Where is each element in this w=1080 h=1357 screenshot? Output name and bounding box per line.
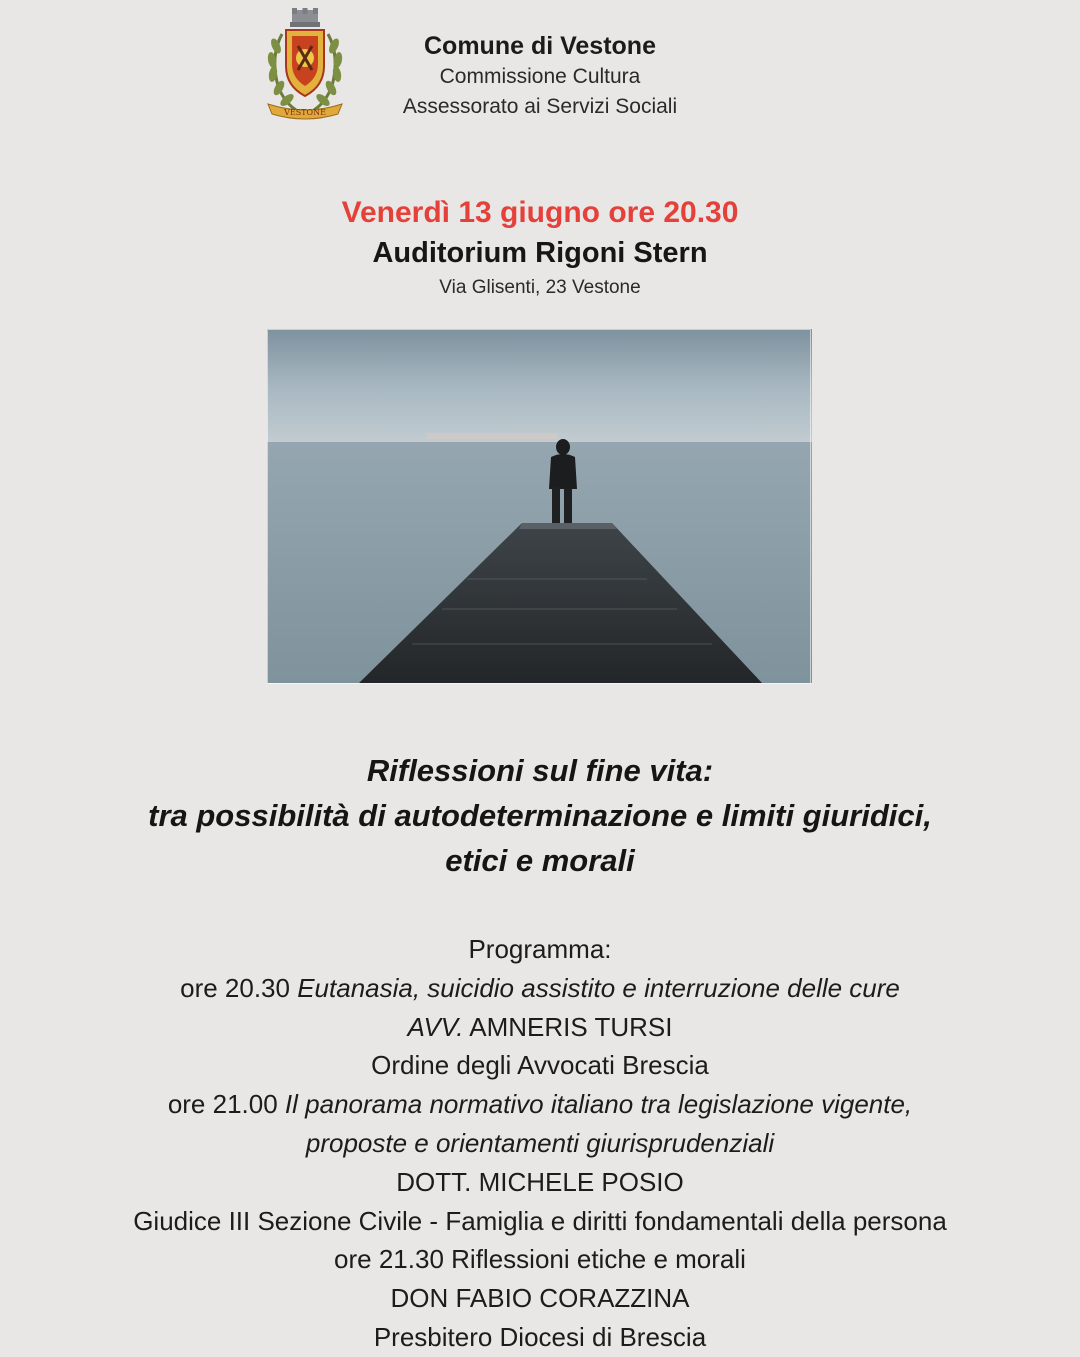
program-item-3-time-topic: [0, 1240, 1080, 1279]
talk-title: [0, 748, 1080, 883]
program: [0, 930, 1080, 1357]
program-item-3-time: ore 21.30: [334, 1244, 444, 1275]
event-address: Via Glisenti, 23 Vestone: [439, 277, 641, 298]
program-item-1-speaker: [0, 1008, 1080, 1047]
program-item-1-affiliation: Ordine degli Avvocati Brescia: [371, 1050, 709, 1081]
event-info: [0, 193, 1080, 302]
program-item-1-speaker-prefix: AVV.: [407, 1011, 464, 1042]
org-name: Comune di Vestone: [424, 32, 656, 60]
program-item-2-topic-line-2: [0, 1124, 1080, 1163]
program-item-3-affiliation: Presbitero Diocesi di Brescia: [373, 1321, 707, 1352]
org-commission: Commissione Cultura: [439, 65, 641, 88]
program-item-2-affiliation: Giudice III Sezione Civile - Famiglia e diritti fondamentali della persona: [133, 1205, 947, 1236]
title-line-1: Riflessioni sul fine vita:: [366, 753, 714, 788]
org-department: Assessorato ai Servizi Sociali: [402, 95, 678, 118]
program-heading: Programma:: [468, 934, 612, 964]
title-line-3: etici e morali: [445, 843, 635, 878]
title-line-2: tra possibilità di autodeterminazione e limiti giuridici,: [148, 798, 932, 833]
program-item-3-speaker: DON FABIO CORAZZINA: [390, 1283, 690, 1314]
municipal-crest-icon: [262, 6, 348, 124]
program-item-2-topic-line-2-text: proposte e orientamenti giurisprudenziali: [305, 1127, 775, 1158]
program-item-3-topic: Riflessioni etiche e morali: [451, 1244, 746, 1275]
program-item-1-time-topic: [0, 969, 1080, 1008]
event-date: Venerdì 13 giugno ore 20.30: [341, 196, 739, 229]
event-venue: Auditorium Rigoni Stern: [372, 237, 708, 269]
program-item-1-time: ore 20.30: [180, 972, 290, 1003]
header-text: [380, 30, 700, 122]
program-item-1-topic: Eutanasia, suicidio assistito e interruzione delle cure: [297, 972, 900, 1003]
pier-photo: [267, 329, 812, 683]
svg-text:VESTONE: VESTONE: [284, 108, 326, 117]
program-item-2-topic-line-1: Il panorama normativo italiano tra legislazione vigente,: [284, 1089, 913, 1120]
program-item-2-speaker: DOTT. MICHELE POSIO: [396, 1166, 684, 1197]
program-item-2-time: ore 21.00: [167, 1089, 278, 1120]
program-item-2-time-topic: [0, 1085, 1080, 1124]
program-item-1-speaker-name: AMNERIS TURSI: [469, 1011, 673, 1042]
header: [0, 0, 1080, 140]
